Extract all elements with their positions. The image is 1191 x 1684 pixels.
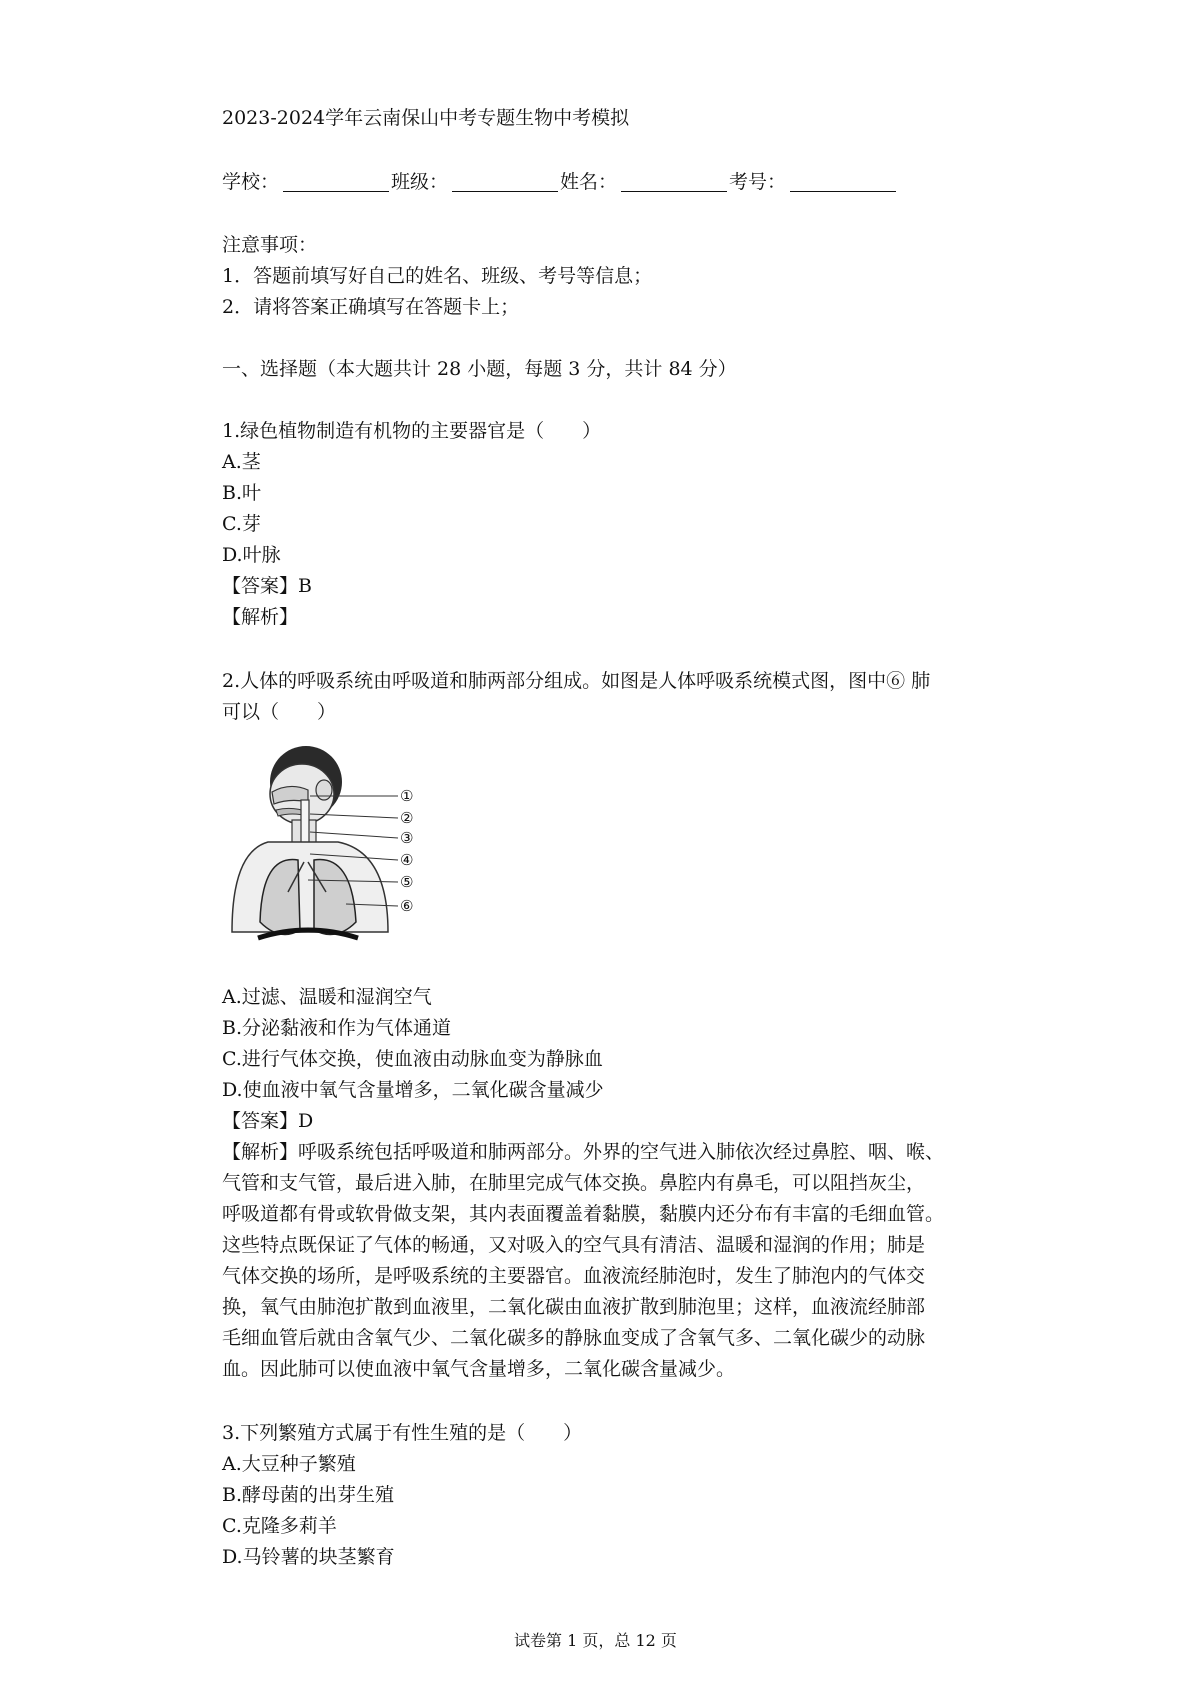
page-title: 2023-2024学年云南保山中考专题生物中考模拟 (222, 107, 630, 129)
option-d: D.马铃薯的块茎繁育 (222, 1546, 395, 1568)
analysis-line: 血。因此肺可以使血液中氧气含量增多，二氧化碳含量减少。 (222, 1358, 736, 1380)
notice-item: 2．请将答案正确填写在答题卡上； (222, 296, 520, 318)
class-label: 班级： (391, 171, 449, 193)
analysis-line: 换，氧气由肺泡扩散到血液里，二氧化碳由血液扩散到肺泡里；这样，血液流经肺部 (222, 1296, 926, 1318)
option-b: B.分泌黏液和作为气体通道 (222, 1017, 452, 1039)
option-c: C.进行气体交换，使血液由动脉血变为静脉血 (222, 1048, 603, 1070)
analysis-line: 这些特点既保证了气体的畅通，又对吸入的空气具有清洁、温暖和湿润的作用；肺是 (222, 1234, 926, 1256)
student-info-row (222, 168, 898, 196)
school-label: 学校： (222, 171, 280, 193)
option-b: B.酵母菌的出芽生殖 (222, 1484, 395, 1506)
option-a: A.过滤、温暖和湿润空气 (222, 986, 432, 1008)
option-d: D.使血液中氧气含量增多，二氧化碳含量减少 (222, 1079, 604, 1101)
figure-label: ④ (400, 851, 414, 869)
respiratory-system-figure (228, 742, 428, 962)
question-stem: 1.绿色植物制造有机物的主要器官是（ ） (222, 420, 602, 442)
option-c: C.克隆多莉羊 (222, 1515, 337, 1537)
notice-item: 1．答题前填写好自己的姓名、班级、考号等信息； (222, 265, 653, 287)
analysis-line: 毛细血管后就由含氧气少、二氧化碳多的静脉血变成了含氧气多、二氧化碳少的动脉 (222, 1327, 926, 1349)
name-label: 姓名： (560, 171, 618, 193)
option-d: D.叶脉 (222, 544, 281, 566)
school-blank (283, 169, 389, 192)
analysis-line: 气体交换的场所，是呼吸系统的主要器官。血液流经肺泡时，发生了肺泡内的气体交 (222, 1265, 926, 1287)
name-blank (621, 169, 727, 192)
notice-heading: 注意事项： (222, 234, 318, 256)
respiratory-diagram (228, 742, 428, 962)
page-footer: 试卷第 1 页，总 12 页 (514, 1631, 677, 1650)
option-c: C.芽 (222, 513, 261, 535)
analysis-line: 【解析】呼吸系统包括呼吸道和肺两部分。外界的空气进入肺依次经过鼻腔、咽、喉、 (222, 1141, 945, 1163)
question-stem-cont: 可以（ ） (222, 701, 337, 723)
notice-block (222, 230, 1032, 323)
analysis-line: 气管和支气管，最后进入肺，在肺里完成气体交换。鼻腔内有鼻毛，可以阻挡灰尘， (222, 1172, 926, 1194)
option-a: A.大豆种子繁殖 (222, 1453, 356, 1475)
exam-no-blank (790, 169, 896, 192)
torso-shape (232, 842, 388, 932)
question-stem: 2.人体的呼吸系统由呼吸道和肺两部分组成。如图是人体呼吸系统模式图，图中⑥ 肺 (222, 670, 931, 692)
answer: 【答案】B (222, 575, 312, 597)
option-b: B.叶 (222, 482, 262, 504)
section-heading: 一、选择题（本大题共计 28 小题，每题 3 分，共计 84 分） (222, 358, 737, 380)
question-2-body (222, 982, 1032, 1385)
ear-shape (316, 780, 332, 800)
figure-label: ② (400, 809, 414, 827)
question-3 (222, 1418, 1032, 1573)
question-1 (222, 416, 1032, 633)
figure-label: ① (400, 787, 414, 805)
analysis-line: 呼吸道都有骨或软骨做支架，其内表面覆盖着黏膜，黏膜内还分布有丰富的毛细血管。 (222, 1203, 945, 1225)
figure-label: ⑥ (400, 897, 414, 915)
answer: 【答案】D (222, 1110, 314, 1132)
question-2-stem (222, 666, 1032, 728)
exam-no-label: 考号： (729, 171, 787, 193)
figure-label: ⑤ (400, 873, 414, 891)
class-blank (452, 169, 558, 192)
analysis: 【解析】 (222, 606, 299, 628)
figure-label: ③ (400, 829, 414, 847)
question-stem: 3.下列繁殖方式属于有性生殖的是（ ） (222, 1422, 583, 1444)
option-a: A.茎 (222, 451, 261, 473)
